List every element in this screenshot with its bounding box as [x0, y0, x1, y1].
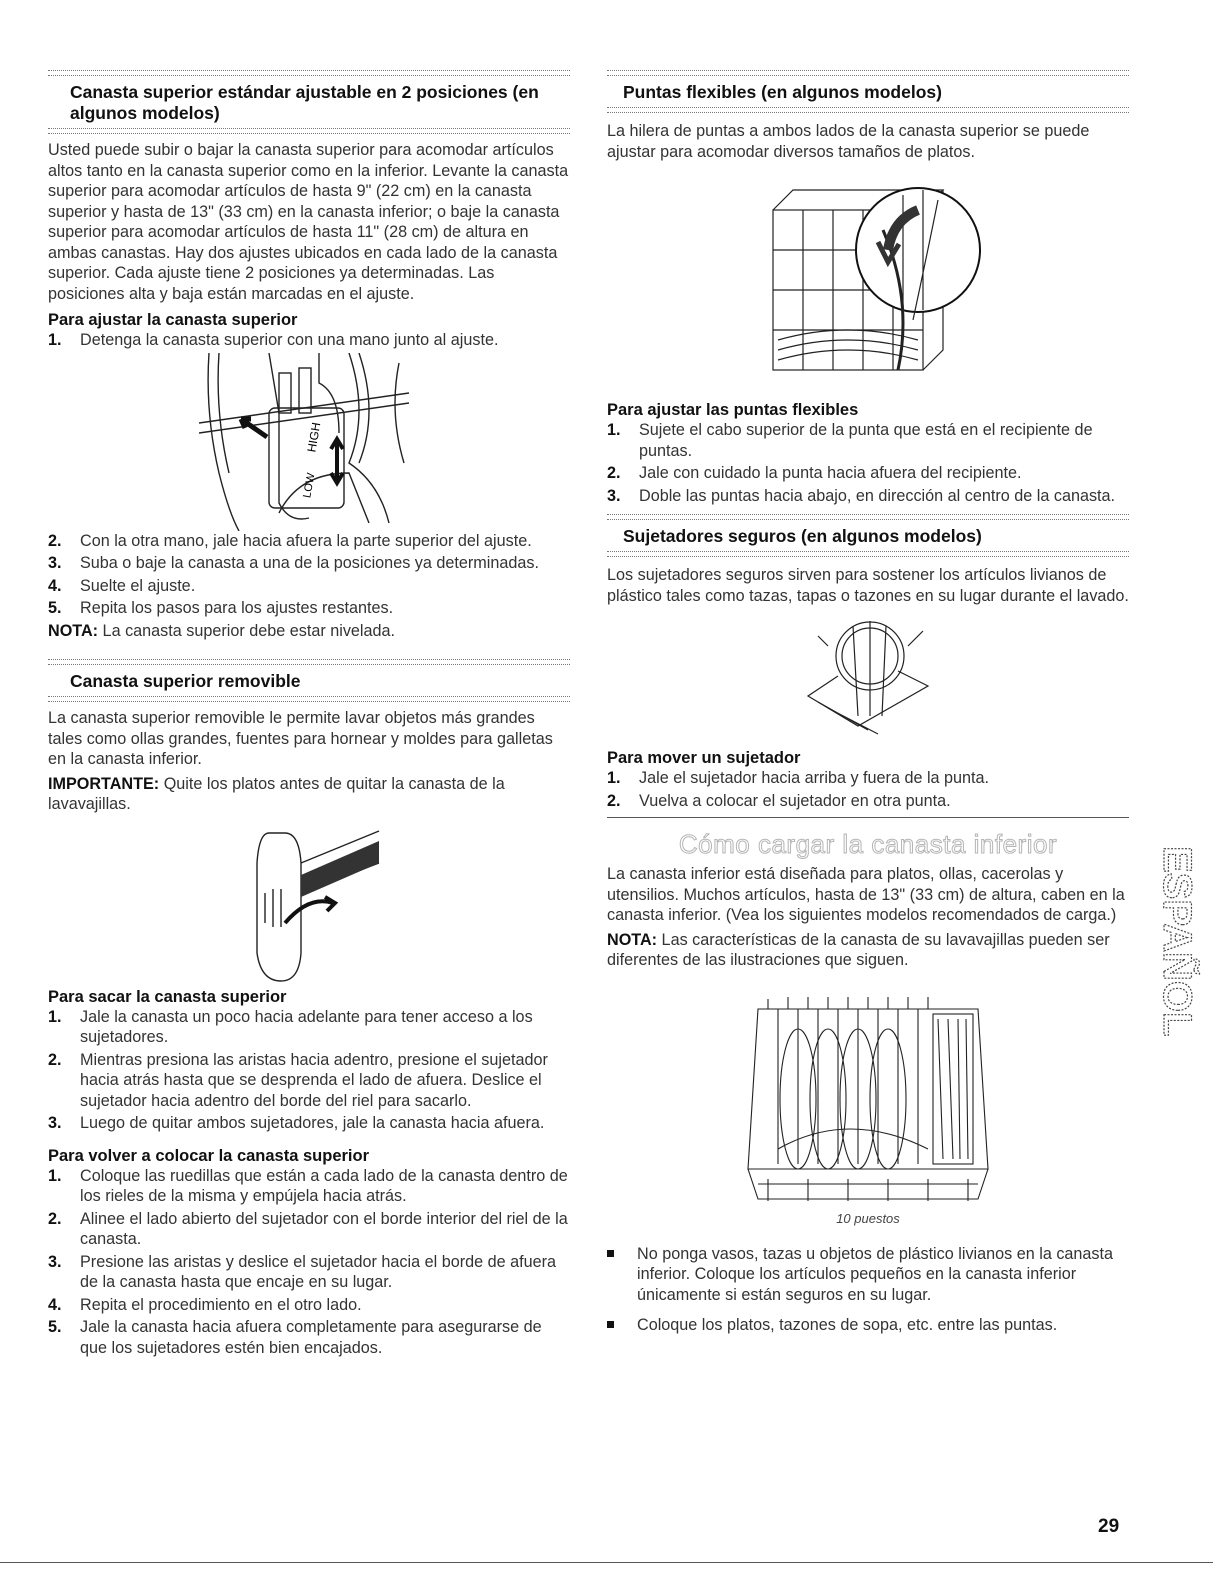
section-divider	[607, 817, 1129, 818]
list-item: 5. Jale la canasta hacia afuera completamente para asegurarse de que los sujetadores estén bien encajados.	[48, 1318, 542, 1357]
arrow-icon	[241, 419, 267, 437]
footer-rule	[0, 1562, 1213, 1563]
list-item: 1. Jale el sujetador hacia arriba y fuera de la punta.	[607, 769, 990, 787]
curved-arrow-icon	[285, 901, 333, 923]
list-item: 2. Jale con cuidado la punta hacia afuera del recipiente.	[607, 464, 1022, 482]
list-item: 1. Jale la canasta un poco hacia adelante para tener acceso a los sujetadores.	[48, 1007, 533, 1046]
flexible-tines-paragraph: La hilera de puntas a ambos lados de la canasta superior se puede ajustar para acomodar diversos tamaños de platos.	[607, 122, 1090, 161]
replace-rack-steps	[48, 1166, 570, 1359]
list-item: 4. Suelte el ajuste.	[48, 576, 196, 595]
section-title-load-bottom-rack: Cómo cargar la canasta inferior	[678, 829, 1058, 859]
adjust-steps-first	[48, 330, 570, 351]
list-item: 1. Coloque las ruedillas que están a cada lado de la canasta dentro de los rieles de la misma y empújela hacia atrás.	[48, 1166, 568, 1205]
section-rule	[48, 696, 570, 702]
section-rule	[607, 551, 1129, 557]
bullet-square-icon	[607, 1250, 614, 1257]
list-item: 2. Alinee el lado abierto del sujetador con el borde interior del riel de la canasta.	[48, 1209, 568, 1248]
section-header	[607, 520, 1129, 551]
adjust-tines-steps	[607, 420, 1129, 506]
move-clip-steps	[607, 768, 1129, 811]
subheading-replace-rack: Para volver a colocar la canasta superior	[48, 1146, 370, 1165]
bullet-square-icon	[607, 1321, 614, 1328]
list-item: 3. Doble las puntas hacia abajo, en dirección al centro de la canasta.	[607, 486, 1116, 505]
low-label: LOW	[301, 471, 318, 499]
subheading-remove-rack: Para sacar la canasta superior	[48, 987, 287, 1006]
adjustable-rack-paragraph: Usted puede subir o bajar la canasta superior para acomodar artículos altos tanto en la canasta superior como en la inferior. Levante la canasta superior para acomodar artículos de hasta 9" (22 cm) en la canasta superior y hasta de 13" (33 cm) en la canasta inferior; o baje la canasta superior para acomodar artículos de hasta 11" (28 cm) de altura en ambas canastas. Hay dos ajustes ubicados en cada lado de la canasta superior. Cada ajuste tiene 2 posiciones ya determinadas. Las posiciones alta y baja están marcadas en el ajuste.	[48, 141, 569, 303]
list-item: No ponga vasos, tazas u objetos de plástico livianos en la canasta inferior. Coloque los artículos pequeños en la canasta inferior únicamente si están seguros en su lugar.	[607, 1244, 1129, 1306]
section-rule	[48, 128, 570, 134]
list-item: 3. Luego de quitar ambos sujetadores, jale la canasta hacia afuera.	[48, 1114, 545, 1132]
list-item: 1. Sujete el cabo superior de la punta que está en el recipiente de puntas.	[607, 421, 1093, 460]
list-item: 4. Repita el procedimiento en el otro lado.	[48, 1295, 362, 1314]
subheading-adjust-rack: Para ajustar la canasta superior	[48, 311, 298, 329]
list-item: 2. Vuelva a colocar el sujetador en otra punta.	[607, 791, 951, 810]
removable-rack-paragraph: La canasta superior removible le permite lavar objetos más grandes tales como ollas grandes, fuentes para hornear y moldes para galletas en la canasta inferior.	[48, 709, 553, 768]
left-column	[48, 70, 570, 1360]
list-item: 2. Mientras presiona las aristas hacia adentro, presione el sujetador hacia atrás hasta que se desprenda el lado de afuera. Deslice el sujetador hacia adentro del borde del riel para sacarlo.	[48, 1050, 548, 1110]
figure-caption: 10 puestos	[836, 1210, 900, 1226]
list-item: 5. Repita los pasos para los ajustes restantes.	[48, 599, 394, 617]
section-title-removable-rack: Canasta superior removible	[70, 671, 301, 691]
list-item: 2. Con la otra mano, jale hacia afuera la parte superior del ajuste.	[48, 531, 532, 550]
flexible-tines-illustration	[753, 170, 983, 390]
secure-clips-paragraph: Los sujetadores seguros sirven para sostener los artículos livianos de plástico tales como tazas, tapas o tazones en su lugar durante el lavado.	[607, 566, 1129, 605]
section-rule	[607, 107, 1129, 113]
remove-rack-steps	[48, 1007, 570, 1134]
list-item: 3. Presione las aristas y deslice el sujetador hacia el borde de afuera de la canasta hasta que encaje en su lugar.	[48, 1252, 557, 1291]
rail-shading	[301, 841, 379, 897]
language-side-tab	[1150, 840, 1202, 1060]
list-item: 3. Suba o baje la canasta a una de la posiciones ya determinadas.	[48, 554, 539, 572]
list-item: 1. Detenga la canasta superior con una mano junto al ajuste.	[48, 331, 499, 349]
important-note: IMPORTANTE: Quite los platos antes de quitar la canasta de la lavavajillas.	[48, 774, 505, 813]
section-title-secure-clips: Sujetadores seguros (en algunos modelos)	[623, 526, 982, 546]
section-title-flexible-tines: Puntas flexibles (en algunos modelos)	[623, 82, 942, 102]
high-label: HIGH	[304, 420, 324, 453]
section-title-adjustable-rack: Canasta superior estándar ajustable en 2 posiciones (en algunos modelos)	[70, 82, 539, 123]
subheading-adjust-tines: Para ajustar las puntas flexibles	[607, 401, 859, 419]
section-header	[48, 76, 570, 128]
rack-stop-clip-illustration	[229, 823, 389, 983]
bottom-rack-load-illustration	[738, 989, 998, 1209]
section-header	[48, 665, 570, 696]
side-tab-label: ESPAÑOL	[1155, 846, 1199, 1037]
right-column	[607, 70, 1129, 1346]
secure-clip-illustration	[798, 616, 938, 746]
note-features: NOTA: Las características de la canasta de su lavavajillas pueden ser diferentes de las ilustraciones que siguen.	[607, 930, 1110, 969]
note-level: NOTA: La canasta superior debe estar nivelada.	[48, 621, 396, 640]
list-item: Coloque los platos, tazones de sopa, etc. entre las puntas.	[607, 1315, 1129, 1336]
loading-tips-list	[607, 1244, 1129, 1336]
adjust-steps-rest	[48, 531, 570, 619]
subheading-move-clip: Para mover un sujetador	[607, 749, 801, 767]
up-down-arrow-icon	[331, 439, 343, 483]
page-number: 29	[1098, 1516, 1120, 1537]
rack-adjuster-illustration	[199, 353, 419, 531]
bottom-rack-paragraph: La canasta inferior está diseñada para platos, ollas, cacerolas y utensilios. Muchos artículos, hasta de 13" (33 cm) de altura, caben en la canasta inferior. (Vea los siguientes modelos recomendados de carga.)	[607, 865, 1125, 924]
section-header	[607, 76, 1129, 107]
